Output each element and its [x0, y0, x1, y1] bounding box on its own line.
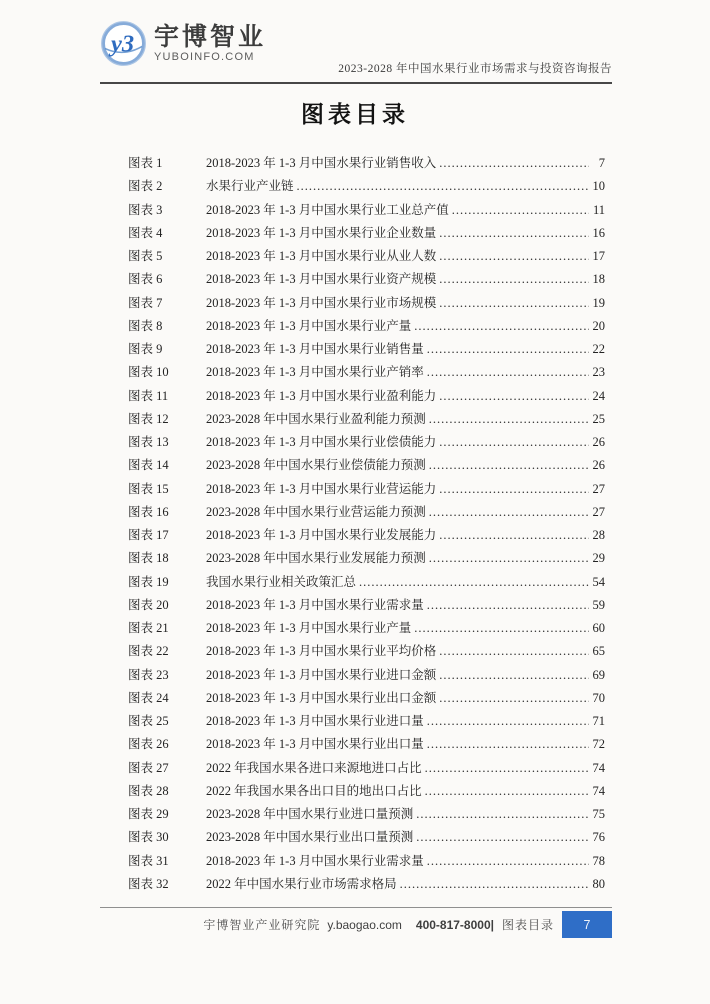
- toc-entry-label: 图表 32: [128, 876, 169, 891]
- toc-dot-leader: [425, 784, 589, 799]
- page-title: 图表目录: [301, 102, 409, 127]
- toc-entry-title: 2018-2023 年 1-3 月中国水果行业销售量: [206, 342, 424, 356]
- toc-row: [128, 734, 605, 757]
- toc-entry-title: 2023-2028 年中国水果行业进口量预测: [206, 807, 414, 821]
- toc-entry-page: 25: [592, 411, 605, 426]
- toc-dot-leader: [425, 761, 589, 776]
- toc-entry-title: 2018-2023 年 1-3 月中国水果行业平均价格: [206, 644, 437, 659]
- toc-row: [128, 293, 605, 316]
- header-divider: [100, 82, 612, 84]
- toc-entry-label: 图表 16: [128, 504, 169, 519]
- toc-entry-title: 2018-2023 年 1-3 月中国水果行业从业人数: [206, 249, 437, 263]
- toc-entry-page: 70: [592, 690, 605, 705]
- toc-entry-page: 7: [598, 156, 605, 170]
- toc-entry-label: 图表 9: [128, 342, 163, 356]
- toc-entry-page: 60: [592, 621, 605, 635]
- toc-row: [128, 874, 605, 897]
- toc-entry-label: 图表 20: [128, 597, 169, 612]
- toc-entry-label: 图表 24: [128, 690, 169, 705]
- toc-entry-page: 24: [592, 388, 605, 403]
- toc-entry-label: 图表 2: [128, 179, 163, 194]
- toc-entry-title: 2018-2023 年 1-3 月中国水果行业进口量: [206, 714, 424, 728]
- toc-dot-leader: [427, 854, 589, 869]
- toc-entry-title: 我国水果行业相关政策汇总: [206, 574, 357, 589]
- toc-entry-label: 图表 18: [128, 551, 169, 566]
- toc-row: [128, 223, 605, 246]
- toc-row: [128, 711, 605, 734]
- toc-dot-leader: [439, 272, 589, 287]
- footer-section-label: 图表目录: [501, 918, 554, 932]
- toc-dot-leader: [429, 412, 589, 427]
- toc-entry-page: 54: [592, 574, 605, 589]
- toc-row: [128, 432, 605, 455]
- toc-entry-title: 2018-2023 年 1-3 月中国水果行业产量: [206, 318, 412, 333]
- toc-entry-title: 2018-2023 年 1-3 月中国水果行业市场规模: [206, 295, 437, 310]
- toc-entry-title: 2022 年我国水果各进口来源地进口占比: [206, 760, 422, 775]
- toc-row: [128, 641, 605, 664]
- toc-entry-title: 2018-2023 年 1-3 月中国水果行业资产规模: [206, 272, 437, 287]
- toc-dot-leader: [416, 807, 589, 822]
- toc-entry-page: 16: [592, 225, 605, 240]
- toc-entry-label: 图表 22: [128, 644, 169, 659]
- toc-entry-label: 图表 26: [128, 737, 169, 752]
- toc-entry-title: 2023-2028 年中国水果行业发展能力预测: [206, 551, 426, 566]
- toc-entry-page: 75: [592, 807, 605, 821]
- toc-entry-page: 28: [592, 528, 605, 542]
- toc-entry-label: 图表 7: [128, 295, 163, 310]
- toc-entry-label: 图表 28: [128, 783, 169, 798]
- toc-entry-title: 2023-2028 年中国水果行业出口量预测: [206, 830, 414, 845]
- brand-text: [154, 24, 266, 64]
- page-header: [100, 18, 612, 84]
- toc-row: [128, 386, 605, 409]
- toc-row: [128, 409, 605, 432]
- toc-entry-page: 59: [592, 597, 605, 612]
- footer-publisher: 宇博智业产业研究院: [203, 918, 321, 932]
- toc-entry-title: 2018-2023 年 1-3 月中国水果行业进口金额: [206, 667, 437, 682]
- toc-dot-leader: [427, 598, 589, 613]
- toc-dot-leader: [439, 435, 589, 450]
- report-title: 2023-2028 年中国水果行业市场需求与投资咨询报告: [338, 63, 612, 75]
- toc-entry-label: 图表 17: [128, 528, 169, 542]
- toc-entry-page: 10: [592, 179, 605, 194]
- toc-dot-leader: [439, 249, 589, 264]
- toc-entry-label: 图表 19: [128, 574, 169, 589]
- toc-dot-leader: [429, 551, 589, 566]
- toc-row: [128, 804, 605, 827]
- toc-dot-leader: [439, 226, 589, 241]
- toc-entry-title: 2018-2023 年 1-3 月中国水果行业需求量: [206, 597, 424, 612]
- toc-entry-page: 23: [592, 365, 605, 380]
- toc-row: [128, 455, 605, 478]
- toc-entry-title: 2022 年中国水果行业市场需求格局: [206, 876, 397, 891]
- toc-dot-leader: [429, 458, 589, 473]
- toc-entry-title: 2018-2023 年 1-3 月中国水果行业营运能力: [206, 481, 437, 496]
- toc-row: [128, 362, 605, 385]
- toc-entry-page: 26: [592, 458, 605, 473]
- toc-entry-page: 18: [592, 272, 605, 287]
- toc-entry-title: 2018-2023 年 1-3 月中国水果行业工业总产值: [206, 202, 449, 217]
- toc-row: [128, 548, 605, 571]
- toc-entry-label: 图表 27: [128, 760, 169, 775]
- brand-name: 宇博智业: [154, 22, 267, 51]
- toc-entry-page: 22: [592, 342, 605, 356]
- toc-entry-label: 图表 23: [128, 667, 169, 682]
- toc-row: [128, 502, 605, 525]
- toc-entry-page: 17: [592, 249, 605, 263]
- toc-entry-page: 71: [592, 714, 605, 728]
- toc-entry-title: 2018-2023 年 1-3 月中国水果行业出口量: [206, 737, 424, 752]
- toc-entry-page: 69: [592, 667, 605, 682]
- toc-entry-title: 2018-2023 年 1-3 月中国水果行业产量: [206, 621, 412, 635]
- toc-entry-label: 图表 12: [128, 411, 169, 426]
- toc-dot-leader: [439, 296, 589, 311]
- toc-entry-title: 2018-2023 年 1-3 月中国水果行业偿债能力: [206, 435, 437, 449]
- toc-dot-leader: [427, 737, 589, 752]
- toc-row: [128, 851, 605, 874]
- toc-dot-leader: [400, 877, 589, 892]
- toc-row: [128, 618, 605, 641]
- toc-list: [128, 153, 605, 897]
- toc-dot-leader: [414, 621, 589, 636]
- toc-dot-leader: [439, 644, 589, 659]
- toc-entry-label: 图表 3: [128, 202, 163, 217]
- toc-dot-leader: [439, 528, 589, 543]
- toc-entry-page: 11: [592, 202, 605, 217]
- toc-row: [128, 479, 605, 502]
- toc-entry-page: 72: [592, 737, 605, 752]
- toc-entry-title: 2018-2023 年 1-3 月中国水果行业需求量: [206, 853, 424, 868]
- toc-entry-label: 图表 21: [128, 621, 169, 635]
- toc-row: [128, 758, 605, 781]
- footer-divider: [100, 907, 612, 908]
- toc-row: [128, 665, 605, 688]
- toc-entry-title: 水果行业产业链: [206, 179, 294, 194]
- toc-dot-leader: [427, 714, 589, 729]
- toc-row: [128, 688, 605, 711]
- toc-entry-label: 图表 13: [128, 435, 169, 449]
- brand-logo-icon: [100, 20, 147, 67]
- toc-entry-label: 图表 11: [128, 388, 169, 403]
- toc-entry-label: 图表 29: [128, 807, 169, 821]
- toc-dot-leader: [416, 830, 589, 845]
- toc-row: [128, 200, 605, 223]
- toc-dot-leader: [439, 156, 589, 171]
- toc-entry-title: 2022 年我国水果各出口目的地出口占比: [206, 783, 422, 798]
- toc-dot-leader: [452, 203, 589, 218]
- toc-entry-title: 2023-2028 年中国水果行业盈利能力预测: [206, 411, 426, 426]
- toc-dot-leader: [439, 691, 589, 706]
- toc-row: [128, 781, 605, 804]
- toc-entry-page: 26: [592, 435, 605, 449]
- page-number-badge: 7: [562, 911, 612, 938]
- toc-entry-page: 19: [592, 295, 605, 310]
- toc-entry-label: 图表 4: [128, 225, 163, 240]
- page-footer: [100, 911, 612, 938]
- toc-entry-page: 27: [592, 504, 605, 519]
- toc-entry-label: 图表 5: [128, 249, 163, 263]
- toc-entry-title: 2018-2023 年 1-3 月中国水果行业出口金额: [206, 690, 437, 705]
- brand-domain: YUBOINFO.COM: [154, 50, 255, 63]
- toc-entry-page: 65: [592, 644, 605, 659]
- brand-logo: [100, 20, 266, 67]
- toc-entry-label: 图表 15: [128, 481, 169, 496]
- toc-entry-title: 2018-2023 年 1-3 月中国水果行业企业数量: [206, 225, 437, 240]
- toc-row: [128, 525, 605, 548]
- toc-entry-page: 78: [592, 853, 605, 868]
- toc-dot-leader: [439, 389, 589, 404]
- toc-entry-title: 2023-2028 年中国水果行业营运能力预测: [206, 504, 426, 519]
- toc-entry-title: 2018-2023 年 1-3 月中国水果行业发展能力: [206, 528, 437, 542]
- toc-entry-label: 图表 10: [128, 365, 169, 380]
- toc-dot-leader: [429, 505, 589, 520]
- footer-phone: 400-817-8000|: [415, 917, 494, 932]
- toc-entry-label: 图表 25: [128, 714, 169, 728]
- toc-row: [128, 246, 605, 269]
- toc-entry-page: 20: [592, 318, 605, 333]
- toc-entry-label: 图表 14: [128, 458, 169, 473]
- toc-entry-label: 图表 30: [128, 830, 169, 845]
- toc-dot-leader: [414, 319, 589, 334]
- toc-entry-title: 2018-2023 年 1-3 月中国水果行业销售收入: [206, 156, 437, 170]
- toc-dot-leader: [359, 575, 589, 590]
- toc-entry-title: 2018-2023 年 1-3 月中国水果行业产销率: [206, 365, 424, 380]
- svg-text:y3: y3: [110, 30, 135, 58]
- toc-dot-leader: [297, 179, 589, 194]
- toc-row: [128, 153, 605, 176]
- footer-website: y.baogao.com: [327, 917, 402, 932]
- toc-dot-leader: [439, 668, 589, 683]
- toc-entry-page: 76: [592, 830, 605, 845]
- toc-dot-leader: [439, 482, 589, 497]
- toc-entry-page: 74: [592, 760, 605, 775]
- toc-entry-label: 图表 31: [128, 853, 169, 868]
- toc-row: [128, 339, 605, 362]
- toc-entry-page: 27: [592, 481, 605, 496]
- toc-row: [128, 176, 605, 199]
- toc-entry-label: 图表 1: [128, 156, 163, 170]
- toc-entry-title: 2018-2023 年 1-3 月中国水果行业盈利能力: [206, 388, 437, 403]
- toc-row: [128, 269, 605, 292]
- toc-entry-page: 29: [592, 551, 605, 566]
- toc-row: [128, 316, 605, 339]
- toc-entry-label: 图表 6: [128, 272, 163, 287]
- toc-entry-page: 80: [592, 876, 605, 891]
- toc-dot-leader: [427, 342, 589, 357]
- toc-entry-title: 2023-2028 年中国水果行业偿债能力预测: [206, 458, 426, 473]
- toc-row: [128, 572, 605, 595]
- toc-entry-label: 图表 8: [128, 318, 163, 333]
- toc-row: [128, 595, 605, 618]
- toc-row: [128, 827, 605, 850]
- toc-dot-leader: [427, 365, 589, 380]
- toc-entry-page: 74: [592, 783, 605, 798]
